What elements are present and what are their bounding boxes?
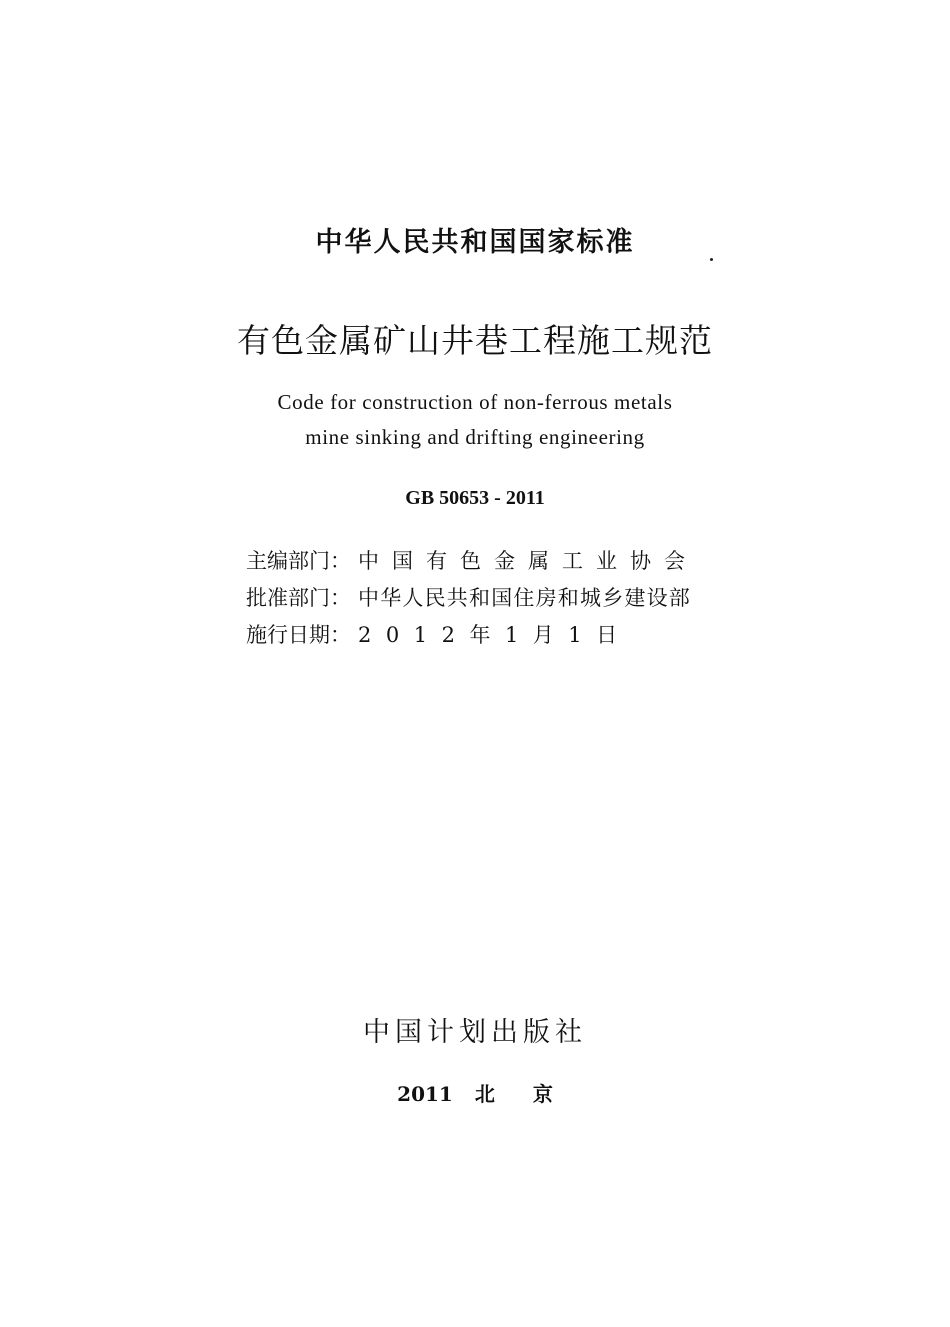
publication-year: 2011 bbox=[397, 1082, 453, 1106]
effective-date-label: 施行日期： bbox=[246, 623, 351, 647]
publication-place bbox=[0, 1078, 950, 1107]
approver-label: 批准部门： bbox=[246, 586, 351, 610]
editor-value: 中国有色金属工业协会 bbox=[358, 549, 698, 573]
effective-date-value: 2012年1月1日 bbox=[358, 623, 632, 647]
standard-code: GB 50653 - 2011 bbox=[405, 487, 545, 509]
effective-date-row bbox=[246, 619, 716, 651]
publisher-name: 中国计划出版社 bbox=[363, 1017, 587, 1048]
national-standard-heading: 中华人民共和国国家标准 bbox=[315, 227, 635, 258]
approver-value: 中华人民共和国住房和城乡建设部 bbox=[358, 586, 691, 610]
document-title-english-line-1: Code for construction of non-ferrous metals bbox=[277, 390, 673, 414]
document-title-chinese: 有色金属矿山井巷工程施工规范 bbox=[237, 321, 713, 360]
editor-label: 主编部门： bbox=[246, 549, 351, 573]
document-title-english-line-2: mine sinking and drifting engineering bbox=[305, 425, 645, 449]
approver-row bbox=[246, 582, 716, 614]
scan-speck bbox=[710, 258, 713, 261]
publication-city: 北京 bbox=[474, 1082, 591, 1106]
editor-row bbox=[246, 545, 716, 577]
